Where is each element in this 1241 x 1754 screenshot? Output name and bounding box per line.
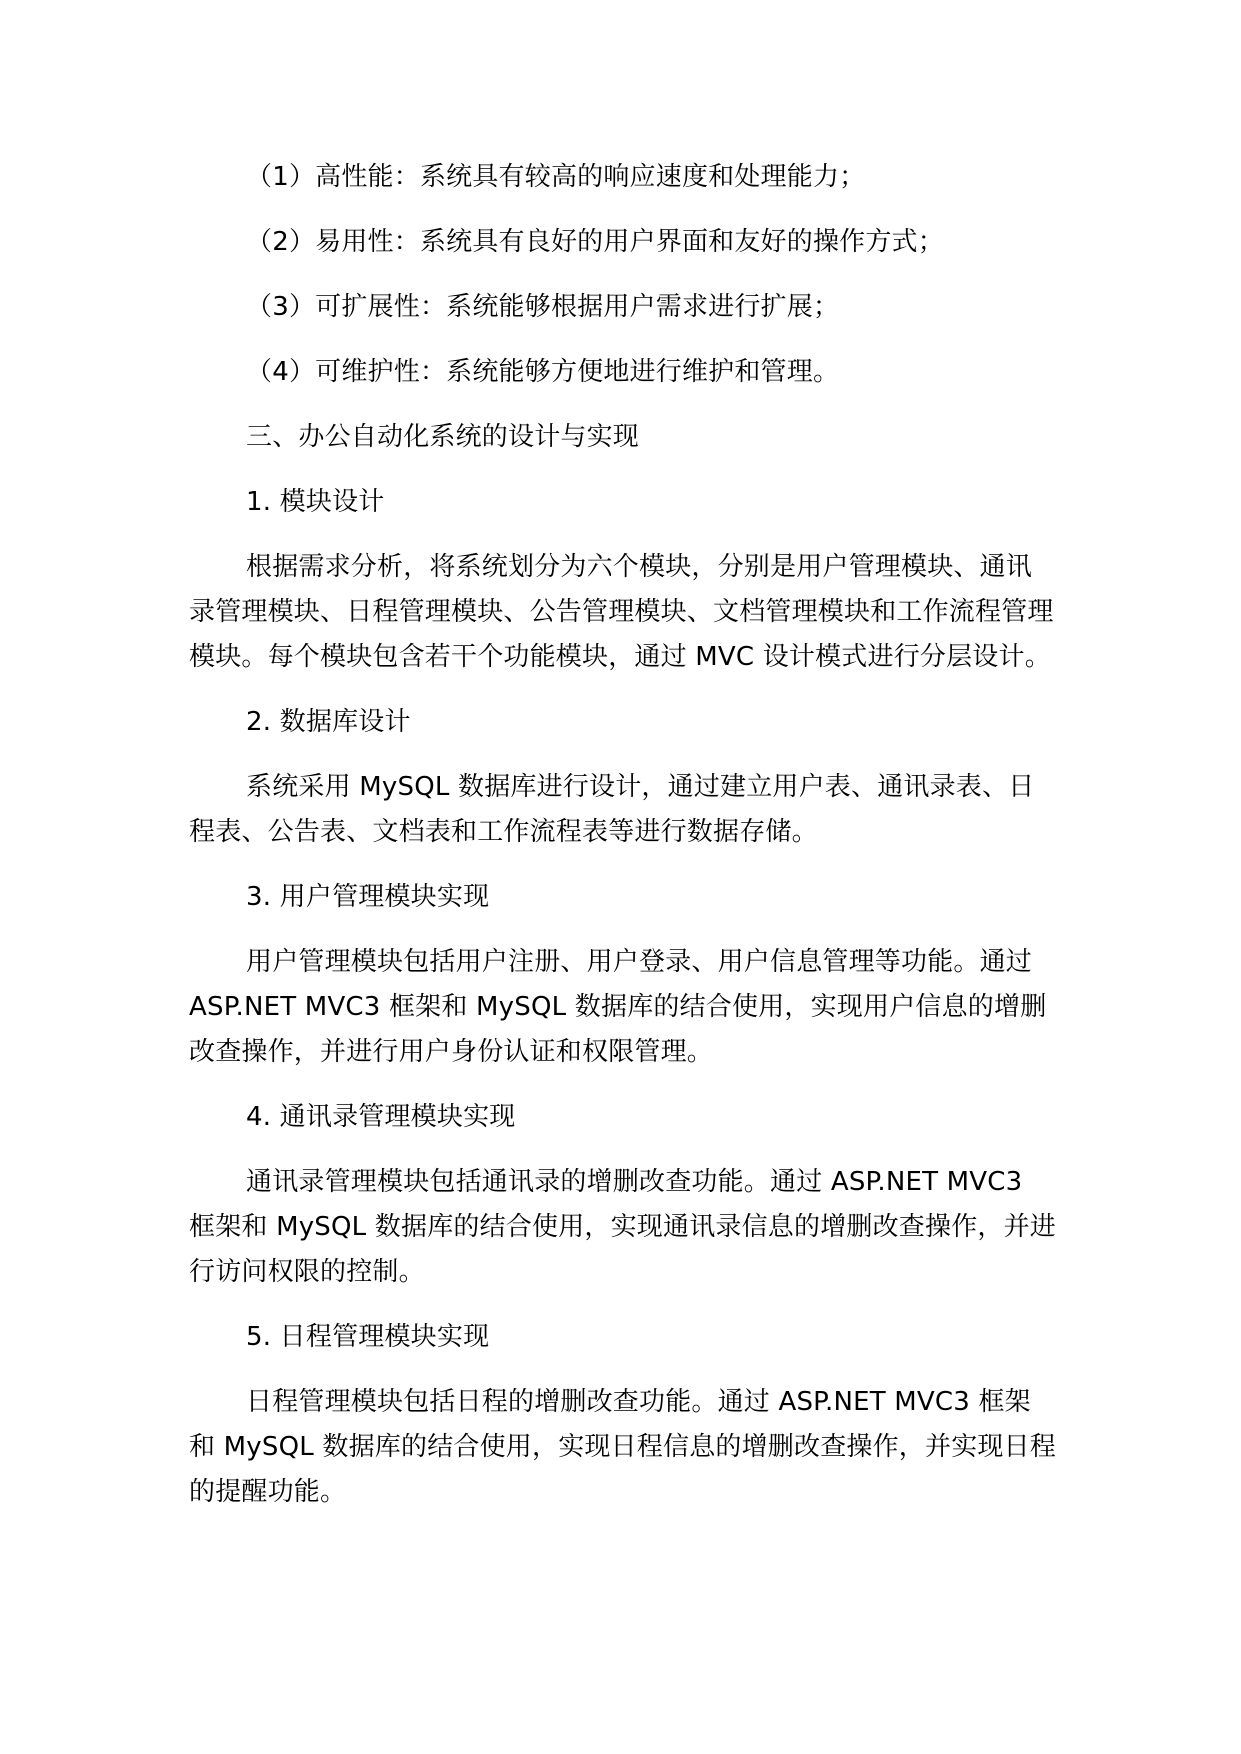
paragraph-module-design: 根据需求分析，将系统划分为六个模块，分别是用户管理模块、通讯录管理模块、日程管理模块、公告管理模块、文档管理模块和工作流程管理模块。每个模块包含若干个功能模块，通过 MVC 设计模式进行分层设计。: [189, 552, 1054, 672]
list-item-maintainability: （4）可维护性：系统能够方便地进行维护和管理。: [246, 357, 840, 387]
paragraph-database-design: 系统采用 MySQL 数据库进行设计，通过建立用户表、通讯录表、日程表、公告表、文档表和工作流程表等进行数据存储。: [189, 772, 1035, 847]
subheading-schedule-management: 5. 日程管理模块实现: [246, 1322, 490, 1352]
list-item-performance: （1）高性能：系统具有较高的响应速度和处理能力；: [246, 162, 866, 192]
section-heading: 三、办公自动化系统的设计与实现: [246, 422, 640, 452]
list-item-scalability: （3）可扩展性：系统能够根据用户需求进行扩展；: [246, 292, 840, 322]
paragraph-contacts-management: 通讯录管理模块包括通讯录的增删改查功能。通过 ASP.NET MVC3 框架和 MySQL 数据库的结合使用，实现通讯录信息的增删改查操作，并进行访问权限的控制。: [189, 1167, 1057, 1287]
subheading-module-design: 1. 模块设计: [246, 487, 385, 517]
paragraph-schedule-management: 日程管理模块包括日程的增删改查功能。通过 ASP.NET MVC3 框架和 MySQL 数据库的结合使用，实现日程信息的增删改查操作，并实现日程的提醒功能。: [189, 1387, 1057, 1507]
list-item-usability: （2）易用性：系统具有良好的用户界面和友好的操作方式；: [246, 227, 944, 257]
subheading-contacts-management: 4. 通讯录管理模块实现: [246, 1102, 516, 1132]
subheading-user-management: 3. 用户管理模块实现: [246, 882, 490, 912]
document-body: [189, 155, 1057, 1515]
paragraph-user-management: 用户管理模块包括用户注册、用户登录、用户信息管理等功能。通过 ASP.NET MVC3 框架和 MySQL 数据库的结合使用，实现用户信息的增删改查操作，并进行用户身份认证和权限管理。: [189, 947, 1047, 1067]
subheading-database-design: 2. 数据库设计: [246, 707, 411, 737]
